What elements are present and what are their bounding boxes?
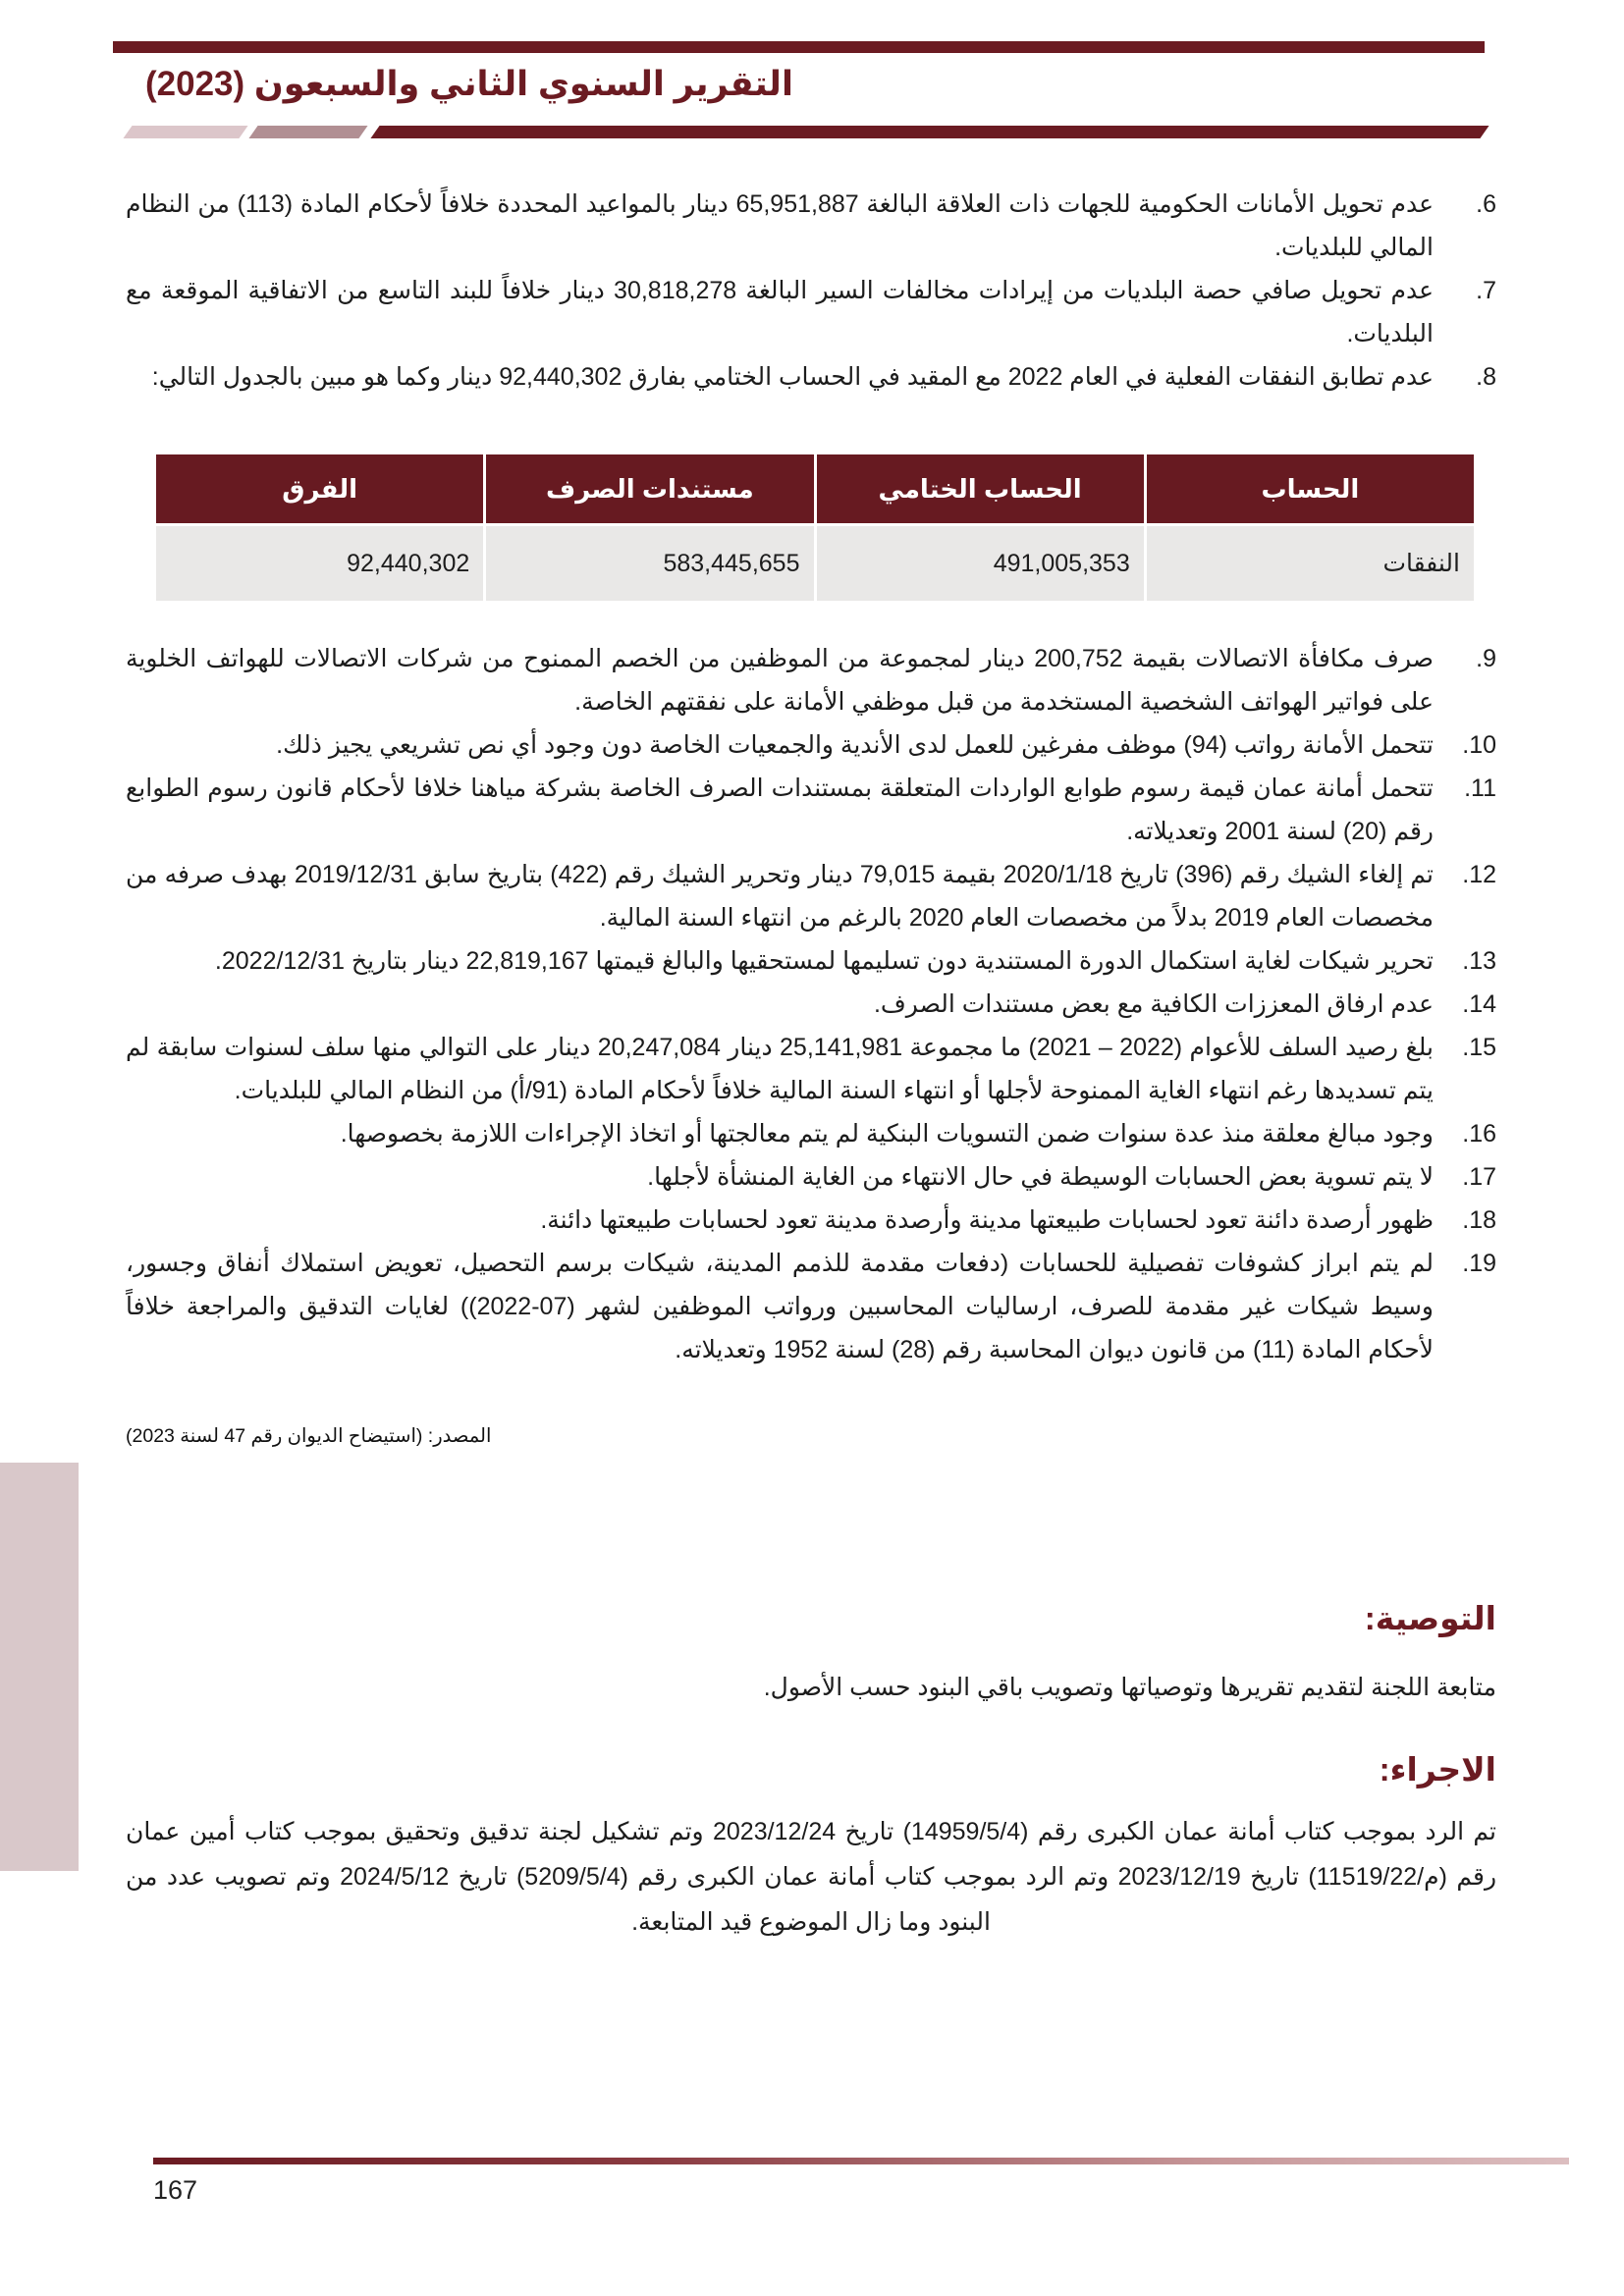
finding-item — [126, 637, 1496, 723]
finding-item — [126, 355, 1496, 399]
finding-text: تحرير شيكات لغاية استكمال الدورة المستندية دون تسليمها لمستحقيها والبالغ قيمتها 22,819,167 دينار بتاريخ 2022/12/31. — [214, 947, 1434, 975]
finding-number: 12. — [1462, 861, 1496, 888]
finding-number: 7. — [1476, 277, 1496, 304]
finding-number: 14. — [1462, 990, 1496, 1018]
finding-text: تتحمل أمانة عمان قيمة رسوم طوابع الواردات المتعلقة بمستندات الصرف الخاصة بشركة مياهنا خلافا لأحكام قانون رسوم الطوابع رقم (20) لسنة 2001 وتعديلاته. — [126, 774, 1434, 845]
table-header-cell: مستندات الصرف — [486, 454, 813, 523]
finding-item — [126, 269, 1496, 355]
table-cell: 92,440,302 — [156, 526, 483, 601]
table-cell: 491,005,353 — [817, 526, 1144, 601]
finding-text: ظهور أرصدة دائنة تعود لحسابات طبيعتها مدينة وأرصدة مدينة تعود لحسابات طبيعتها دائنة. — [540, 1206, 1434, 1234]
finding-text: صرف مكافأة الاتصالات بقيمة 200,752 دينار لمجموعة من الموظفين من الخصم الممنوح من شركات الاتصالات للهواتف الخلوية على فواتير الهواتف الشخصية المستخدمة من قبل موظفي الأمانة على نفقتهم الخاصة. — [126, 645, 1434, 716]
finding-item — [126, 939, 1496, 983]
table-cell: النفقات — [1147, 526, 1474, 601]
finding-number: 15. — [1462, 1034, 1496, 1061]
finding-number: 10. — [1462, 731, 1496, 759]
table-row — [156, 526, 1474, 601]
finding-item — [126, 767, 1496, 853]
finding-text: عدم تحويل صافي حصة البلديات من إيرادات مخالفات السير البالغة 30,818,278 دينار خلافاً للبند التاسع من الاتفاقية الموقعة مع البلديات. — [126, 277, 1435, 347]
table-header-cell: الفرق — [156, 454, 483, 523]
left-margin-accent-block — [0, 1463, 79, 1871]
finding-item — [126, 853, 1496, 939]
header-stripe-mauve — [248, 126, 367, 138]
finding-number: 13. — [1462, 947, 1496, 975]
action-heading: الاجراء: — [1379, 1751, 1496, 1788]
header-stripe-maroon — [370, 126, 1489, 138]
finding-item — [126, 1242, 1496, 1371]
finding-number: 17. — [1462, 1163, 1496, 1191]
table-header-cell: الحساب — [1147, 454, 1474, 523]
header-top-rule — [113, 41, 1485, 53]
table-header-cell: الحساب الختامي — [817, 454, 1144, 523]
finding-text: وجود مبالغ معلقة منذ عدة سنوات ضمن التسويات البنكية لم يتم معالجتها أو اتخاذ الإجراءات اللازمة بخصوصها. — [340, 1120, 1434, 1148]
expenses-table — [153, 452, 1477, 604]
finding-item — [126, 183, 1496, 269]
finding-text: لم يتم ابراز كشوفات تفصيلية للحسابات (دفعات مقدمة للذمم المدينة، شيكات برسم التحصيل، تعويض استملاك أنفاق وجسور، وسيط شيكات غير مقدمة للصرف، ارساليات المحاسبين ورواتب الموظفين لشهر (07-2022)) لغايات التدقيق والمراجعة خلافاً لأحكام المادة (11) من قانون ديوان المحاسبة رقم (28) لسنة 1952 وتعديلاته. — [126, 1250, 1435, 1363]
finding-item — [126, 983, 1496, 1026]
finding-item — [126, 1026, 1496, 1112]
finding-text: تتحمل الأمانة رواتب (94) موظف مفرغين للعمل لدى الأندية والجمعيات الخاصة دون وجود أي نص تشريعي يجيز ذلك. — [276, 731, 1434, 759]
finding-item — [126, 1199, 1496, 1242]
findings-list-bottom — [126, 637, 1496, 1371]
finding-text: عدم ارفاق المعززات الكافية مع بعض مستندات الصرف. — [873, 990, 1434, 1018]
table-cell: 583,445,655 — [486, 526, 813, 601]
action-body: تم الرد بموجب كتاب أمانة عمان الكبرى رقم (14959/5/4) تاريخ 2023/12/24 وتم تشكيل لجنة تدقيق وتحقيق بموجب كتاب أمين عمان رقم (م/11519/22) تاريخ 2023/12/19 وتم الرد بموجب كتاب أمانة عمان الكبرى رقم (5209/5/4) تاريخ 2024/5/12 وتم تصويب عدد من البنود وما زال الموضوع قيد المتابعة. — [126, 1818, 1497, 1936]
finding-item — [126, 1155, 1496, 1199]
finding-item — [126, 723, 1496, 767]
finding-text: لا يتم تسوية بعض الحسابات الوسيطة في حال الانتهاء من الغاية المنشأة لأجلها. — [647, 1163, 1434, 1191]
finding-number: 11. — [1464, 774, 1496, 802]
finding-number: 9. — [1476, 645, 1496, 672]
table-body — [156, 526, 1474, 601]
report-title: التقرير السنوي الثاني والسبعون (2023) — [145, 65, 793, 103]
recommendation-body: متابعة اللجنة لتقديم تقريرها وتوصياتها وتصويب باقي البنود حسب الأصول. — [763, 1674, 1496, 1701]
finding-text: تم إلغاء الشيك رقم (396) تاريخ 2020/1/18 بقيمة 79,015 دينار وتحرير الشيك رقم (422) بتاريخ سابق 2019/12/31 بهدف صرفه من مخصصات العام 2019 بدلاً من مخصصات العام 2020 بالرغم من انتهاء السنة المالية. — [126, 861, 1434, 932]
finding-number: 6. — [1476, 190, 1496, 218]
page-number: 167 — [153, 2175, 198, 2205]
finding-number: 16. — [1462, 1120, 1496, 1148]
finding-text: عدم تحويل الأمانات الحكومية للجهات ذات العلاقة البالغة 65,951,887 دينار بالمواعيد المحددة خلافاً لأحكام المادة (113) من النظام المالي للبلديات. — [126, 190, 1434, 261]
table-header-row — [156, 454, 1474, 523]
source-note: المصدر: (استيضاح الديوان رقم 47 لسنة 2023) — [126, 1425, 492, 1447]
finding-text: عدم تطابق النفقات الفعلية في العام 2022 مع المقيد في الحساب الختامي بفارق 92,440,302 دينار وكما هو مبين بالجدول التالي: — [151, 363, 1434, 391]
expenses-table-wrapper — [153, 452, 1477, 604]
finding-item — [126, 1112, 1496, 1155]
header-stripe-pink — [123, 126, 247, 138]
finding-text: بلغ رصيد السلف للأعوام (⁦2021 – 2022⁩) ما مجموعة 25,141,981 دينار 20,247,084 دينار على التوالي منها سلف لسنوات سابقة لم يتم تسديدها رغم انتهاء الغاية الممنوحة لأجلها أو انتهاء السنة المالية خلافاً لأحكام المادة (91/أ) من النظام المالي للبلديات. — [126, 1034, 1435, 1104]
finding-number: 8. — [1476, 363, 1496, 391]
finding-number: 18. — [1462, 1206, 1496, 1234]
recommendation-heading: التوصية: — [1364, 1600, 1496, 1636]
findings-list-top — [126, 183, 1496, 399]
finding-number: 19. — [1462, 1250, 1496, 1277]
footer-rule — [153, 2158, 1569, 2164]
